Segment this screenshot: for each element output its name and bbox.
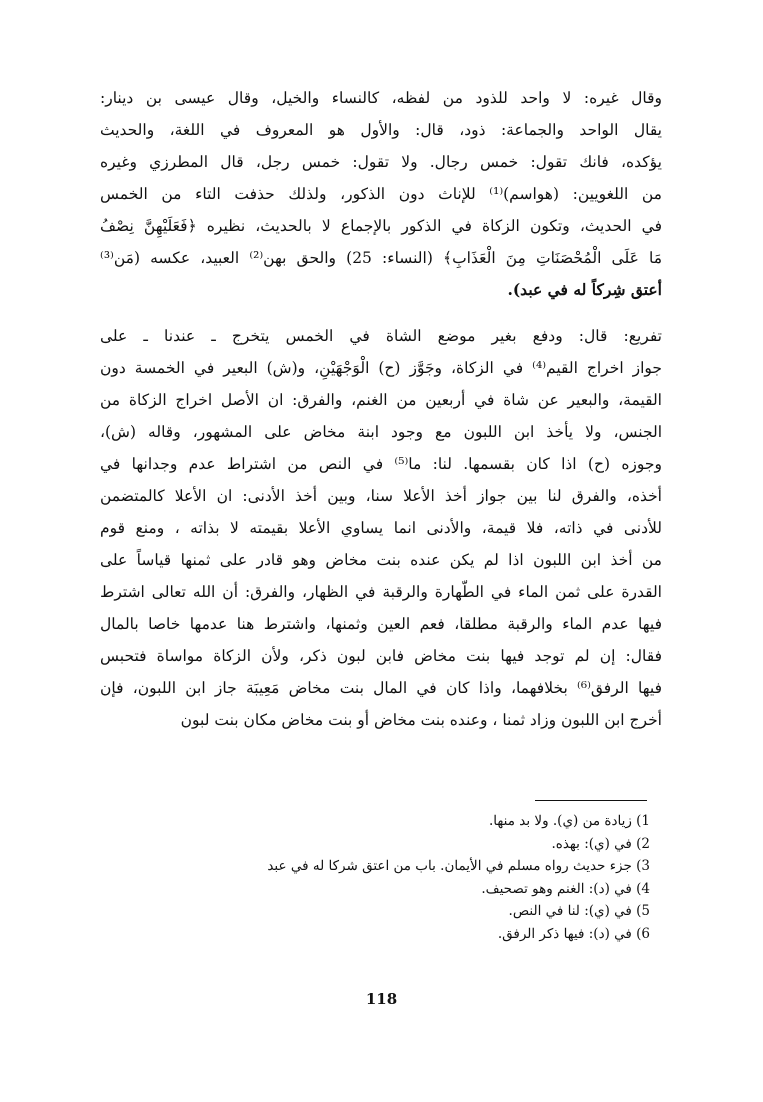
footnote: 3) جزء حديث رواه مسلم في الأيمان. باب من اعتق شركا له في عبد	[267, 858, 650, 874]
footnote: 2) في (ي): بهذه.	[551, 835, 650, 852]
text-line: أخرج ابن اللبون وزاد ثمنا ، وعنده بنت مخاض أو بنت مخاض مكان بنت لبون	[180, 711, 662, 729]
footnotes	[200, 810, 650, 945]
text-line: وجوزه (ح) اذا كان بقسمها. لنا: ما⁽⁵⁾ في النص من اشتراط عدم وجدانها في	[100, 455, 662, 473]
text-line: فيها الرفق⁽⁶⁾ بخلافهما، واذا كان في المال بنت مخاض مَعِيبَة جاز ابن اللبون، فإن	[100, 679, 662, 697]
paragraph-gap	[100, 306, 662, 320]
text-line: مَا عَلَى الْمُحْصَنَاتِ مِنَ الْعَذَابِ﴾ (النساء: 25) والحق بهن⁽²⁾ العبيد، عكسه (مَن⁽³⁾	[100, 249, 662, 267]
text-line: وقال غيره: لا واحد للذود من لفظه، كالنساء والخيل، وقال عيسى بن دينار:	[100, 89, 662, 107]
text-line: من أخذ ابن اللبون اذا لم يكن عنده بنت مخاض وهو قادر على ثمنها قياساً على	[100, 551, 662, 569]
footnote: 6) في (د): فيها ذكر الرفق.	[497, 925, 650, 942]
text-line: يؤكده، فانك تقول: خمس رجال. ولا تقول: خمس رجل، قال المطرزي وغيره	[100, 153, 662, 171]
page-number: 118	[365, 990, 398, 1008]
text-line: الجنس، ولا يأخذ ابن اللبون مع وجود ابنة مخاض على المشهور، وقاله (ش)،	[100, 423, 662, 441]
text-line: فيها عدم الماء والرقبة مطلقا، فعم العين وثمنها، واشترط هنا عدمها خاصا بالمال	[100, 615, 662, 633]
footnote: 5) في (ي): لنا في النص.	[508, 903, 650, 919]
footnote-divider	[535, 800, 647, 801]
text-line: القيمة، والبعير عن شاة في أربعين من الغنم، والفرق: ان الأصل اخراج الزكاة من	[100, 391, 662, 409]
text-line: تفريع: قال: ودفع بغير موضع الشاة في الخمس يتخرج ـ عندنا ـ على	[100, 327, 662, 345]
text-line: القدرة على ثمن الماء في الطّهارة والرقبة في الظهار، والفرق: أن الله تعالى اشترط	[100, 583, 662, 601]
text-line: في الحديث، وتكون الزكاة في الذكور بالإجماع لا بالحديث، نظيره ﴿فَعَلَيْهِنَّ نِصْفُ	[100, 217, 662, 235]
text-line: من اللغويين: (هواسم)⁽¹⁾ للإناث دون الذكور، ولذلك حذفت التاء من الخمس	[100, 185, 662, 203]
text-line: أخذه، والفرق لنا بين جواز أخذ الأعلا سنا، وبين أخذ الأدنى: ان الأعلا كالمتضمن	[100, 487, 662, 505]
text-line: فقال: إن لم توجد فيها بنت مخاض فابن لبون ذكر، ولأن الزكاة مواساة فتحبس	[100, 647, 662, 665]
footnote: 1) زيادة من (ي). ولا بد منها.	[489, 813, 650, 829]
text-line: أعتق شِركاً له في عبد).	[507, 280, 662, 299]
footnote: 4) في (د): الغنم وهو تصحيف.	[481, 880, 650, 897]
text-line: للأدنى في ذاته، فلا قيمة، والأدنى انما يساوي الأعلا بقيمته لا بذاته ، ومنع قوم	[100, 519, 662, 537]
text-line: جواز اخراج القيم⁽⁴⁾ في الزكاة، وجَوَّز (ح) الْوَجْهَيْنِ، و(ش) البعير في الخمسة دون	[100, 359, 662, 377]
text-line: يقال الواحد والجماعة: ذود، قال: والأول هو المعروف في اللغة، والحديث	[100, 121, 662, 139]
main-text	[100, 82, 662, 736]
